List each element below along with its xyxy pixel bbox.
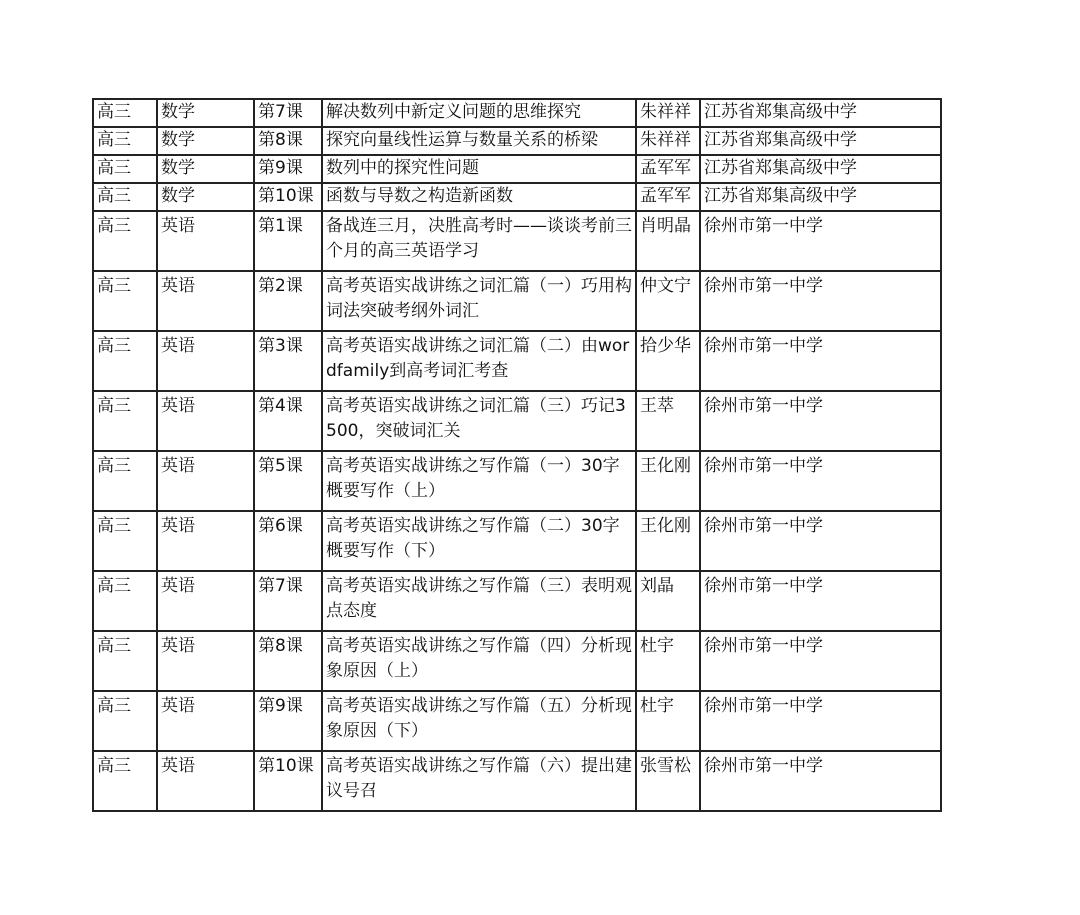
subject-cell: 英语 — [157, 331, 254, 391]
title-cell: 高考英语实战讲练之写作篇（六）提出建议号召 — [322, 751, 636, 811]
table-row — [93, 183, 941, 211]
table-row — [93, 571, 941, 631]
school-cell: 江苏省郑集高级中学 — [700, 127, 941, 155]
lesson-cell: 第4课 — [254, 391, 322, 451]
subject-cell: 英语 — [157, 571, 254, 631]
grade-cell: 高三 — [93, 451, 157, 511]
lesson-cell: 第9课 — [254, 155, 322, 183]
teacher-cell: 张雪松 — [636, 751, 700, 811]
title-cell: 高考英语实战讲练之写作篇（一）30字概要写作（上） — [322, 451, 636, 511]
grade-cell: 高三 — [93, 331, 157, 391]
teacher-cell: 孟军军 — [636, 183, 700, 211]
table-row — [93, 391, 941, 451]
teacher-cell: 王萃 — [636, 391, 700, 451]
teacher-cell: 王化刚 — [636, 451, 700, 511]
teacher-cell: 朱祥祥 — [636, 127, 700, 155]
title-cell: 备战连三月，决胜高考时——谈谈考前三个月的高三英语学习 — [322, 211, 636, 271]
grade-cell: 高三 — [93, 99, 157, 127]
teacher-cell: 仲文宁 — [636, 271, 700, 331]
table-row — [93, 99, 941, 127]
school-cell: 徐州市第一中学 — [700, 571, 941, 631]
grade-cell: 高三 — [93, 155, 157, 183]
school-cell: 江苏省郑集高级中学 — [700, 155, 941, 183]
title-cell: 解决数列中新定义问题的思维探究 — [322, 99, 636, 127]
subject-cell: 英语 — [157, 511, 254, 571]
table-row — [93, 511, 941, 571]
subject-cell: 数学 — [157, 183, 254, 211]
school-cell: 徐州市第一中学 — [700, 331, 941, 391]
school-cell: 徐州市第一中学 — [700, 691, 941, 751]
lesson-cell: 第9课 — [254, 691, 322, 751]
teacher-cell: 拾少华 — [636, 331, 700, 391]
grade-cell: 高三 — [93, 127, 157, 155]
subject-cell: 数学 — [157, 127, 254, 155]
lesson-cell: 第2课 — [254, 271, 322, 331]
title-cell: 数列中的探究性问题 — [322, 155, 636, 183]
grade-cell: 高三 — [93, 391, 157, 451]
title-cell: 高考英语实战讲练之写作篇（四）分析现象原因（上） — [322, 631, 636, 691]
title-cell: 高考英语实战讲练之词汇篇（三）巧记3500，突破词汇关 — [322, 391, 636, 451]
school-cell: 徐州市第一中学 — [700, 211, 941, 271]
school-cell: 徐州市第一中学 — [700, 751, 941, 811]
subject-cell: 数学 — [157, 99, 254, 127]
lesson-cell: 第10课 — [254, 183, 322, 211]
grade-cell: 高三 — [93, 751, 157, 811]
grade-cell: 高三 — [93, 571, 157, 631]
table-row — [93, 691, 941, 751]
teacher-cell: 杜宇 — [636, 691, 700, 751]
subject-cell: 英语 — [157, 691, 254, 751]
title-cell: 高考英语实战讲练之词汇篇（一）巧用构词法突破考纲外词汇 — [322, 271, 636, 331]
title-cell: 高考英语实战讲练之写作篇（五）分析现象原因（下） — [322, 691, 636, 751]
teacher-cell: 朱祥祥 — [636, 99, 700, 127]
teacher-cell: 孟军军 — [636, 155, 700, 183]
table-row — [93, 631, 941, 691]
school-cell: 徐州市第一中学 — [700, 631, 941, 691]
teacher-cell: 杜宇 — [636, 631, 700, 691]
grade-cell: 高三 — [93, 183, 157, 211]
lesson-cell: 第7课 — [254, 99, 322, 127]
lesson-cell: 第1课 — [254, 211, 322, 271]
table-row — [93, 451, 941, 511]
table-row — [93, 211, 941, 271]
course-schedule-table — [92, 98, 942, 812]
subject-cell: 英语 — [157, 391, 254, 451]
school-cell: 徐州市第一中学 — [700, 511, 941, 571]
table-row — [93, 155, 941, 183]
school-cell: 徐州市第一中学 — [700, 451, 941, 511]
subject-cell: 英语 — [157, 631, 254, 691]
school-cell: 徐州市第一中学 — [700, 271, 941, 331]
teacher-cell: 刘晶 — [636, 571, 700, 631]
title-cell: 探究向量线性运算与数量关系的桥梁 — [322, 127, 636, 155]
lesson-cell: 第8课 — [254, 127, 322, 155]
lesson-cell: 第7课 — [254, 571, 322, 631]
school-cell: 江苏省郑集高级中学 — [700, 99, 941, 127]
table-row — [93, 127, 941, 155]
school-cell: 江苏省郑集高级中学 — [700, 183, 941, 211]
lesson-cell: 第5课 — [254, 451, 322, 511]
table-row — [93, 751, 941, 811]
subject-cell: 英语 — [157, 271, 254, 331]
table-row — [93, 331, 941, 391]
subject-cell: 数学 — [157, 155, 254, 183]
grade-cell: 高三 — [93, 211, 157, 271]
lesson-cell: 第6课 — [254, 511, 322, 571]
school-cell: 徐州市第一中学 — [700, 391, 941, 451]
title-cell: 函数与导数之构造新函数 — [322, 183, 636, 211]
title-cell: 高考英语实战讲练之词汇篇（二）由wordfamily到高考词汇考查 — [322, 331, 636, 391]
title-cell: 高考英语实战讲练之写作篇（二）30字概要写作（下） — [322, 511, 636, 571]
subject-cell: 英语 — [157, 211, 254, 271]
subject-cell: 英语 — [157, 751, 254, 811]
grade-cell: 高三 — [93, 631, 157, 691]
grade-cell: 高三 — [93, 271, 157, 331]
grade-cell: 高三 — [93, 511, 157, 571]
lesson-cell: 第3课 — [254, 331, 322, 391]
table-body — [93, 99, 941, 811]
table-row — [93, 271, 941, 331]
subject-cell: 英语 — [157, 451, 254, 511]
grade-cell: 高三 — [93, 691, 157, 751]
lesson-cell: 第10课 — [254, 751, 322, 811]
teacher-cell: 王化刚 — [636, 511, 700, 571]
lesson-cell: 第8课 — [254, 631, 322, 691]
teacher-cell: 肖明晶 — [636, 211, 700, 271]
title-cell: 高考英语实战讲练之写作篇（三）表明观点态度 — [322, 571, 636, 631]
